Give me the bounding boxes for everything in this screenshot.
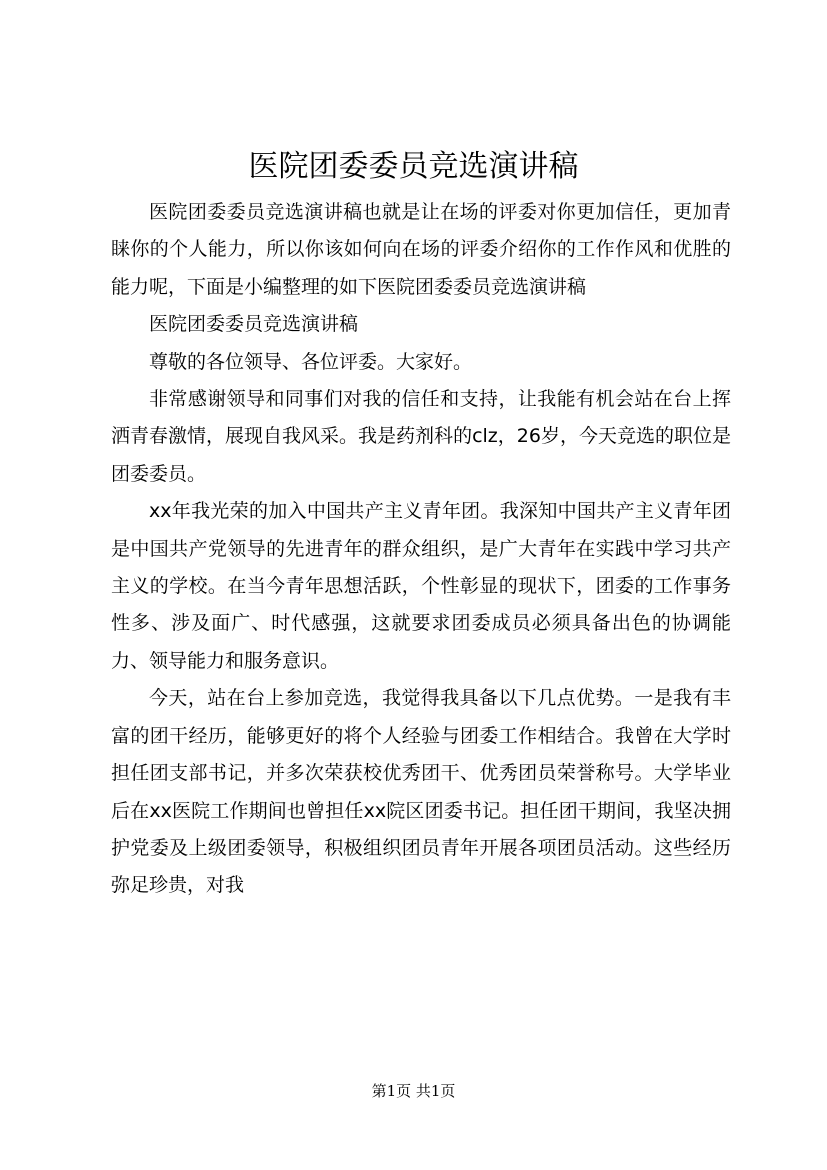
document-body: [111, 194, 731, 905]
paragraph: 尊敬的各位领导、各位评委。大家好。: [149, 350, 473, 373]
paragraph: 医院团委委员竞选演讲稿: [149, 313, 359, 336]
page-footer: 第1页 共1页: [371, 1082, 456, 1100]
paragraph: 今天，站在台上参加竞选，我觉得我具备以下几点优势。一是我有丰富的团干经历，能够更好的将个人经验与团委工作相结合。我曾在大学时担任团支部书记，并多次荣获校优秀团干、优秀团员荣誉称号。大学毕业后在xx医院工作期间也曾担任xx院区团委书记。担任团干期间，我坚决拥护党委及上级团委领导，积极组织团员青年开展各项团员活动。这些经历弥足珍贵，对我: [111, 687, 731, 897]
paragraph: xx年我光荣的加入中国共产主义青年团。我深知中国共产主义青年团是中国共产党领导的先进青年的群众组织，是广大青年在实践中学习共产主义的学校。在当今青年思想活跃，个性彰显的现状下，团委的工作事务性多、涉及面广、时代感强，这就要求团委成员必须具备出色的协调能力、领导能力和服务意识。: [111, 500, 731, 672]
paragraph: 医院团委委员竞选演讲稿也就是让在场的评委对你更加信任，更加青睐你的个人能力，所以你该如何向在场的评委介绍你的工作作风和优胜的能力呢，下面是小编整理的如下医院团委委员竞选演讲稿: [111, 201, 731, 298]
paragraph: 非常感谢领导和同事们对我的信任和支持，让我能有机会站在台上挥洒青春激情，展现自我风采。我是药剂科的clz，26岁，今天竞选的职位是团委委员。: [111, 388, 731, 485]
document-title: 医院团委委员竞选演讲稿: [248, 149, 579, 184]
